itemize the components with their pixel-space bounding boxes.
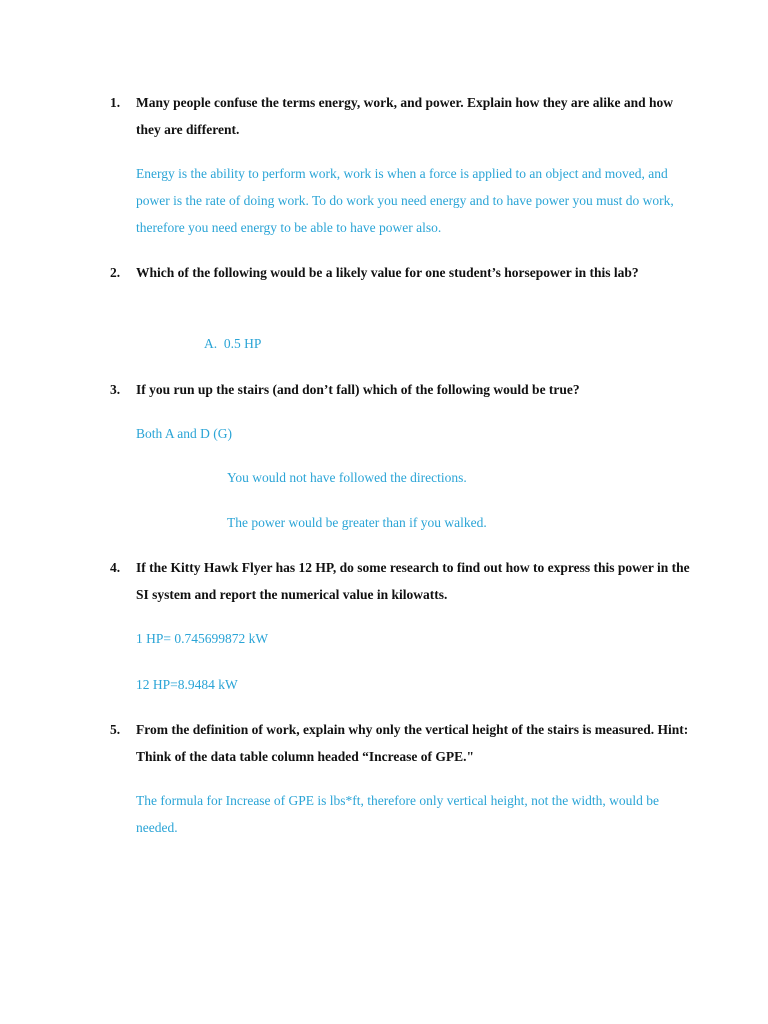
question-number: 1. (110, 95, 121, 110)
answer-2: A. 0.5 HP (204, 336, 262, 351)
answer-5: The formula for Increase of GPE is lbs*ft, therefore only vertical height, not the width, would be needed. (136, 793, 659, 835)
question-number: 5. (110, 722, 121, 737)
answer-4-line-1: 1 HP= 0.745699872 kW (136, 631, 269, 646)
question-number: 3. (110, 382, 121, 397)
question-number: 2. (110, 265, 121, 280)
question-2 (110, 259, 690, 286)
question-number: 4. (110, 560, 121, 575)
answer-3-option-2: The power would be greater than if you walked. (227, 515, 487, 530)
question-text: Which of the following would be a likely value for one student’s horsepower in this lab? (136, 265, 639, 280)
question-text: Many people confuse the terms energy, work, and power. Explain how they are alike and how they are different. (136, 95, 674, 137)
answer-1: Energy is the ability to perform work, work is when a force is applied to an object and moved, and power is the rate of doing work. To do work you need energy and to have power you must do work, therefore you need energy to be able to have power also. (136, 166, 674, 235)
question-5 (110, 716, 690, 770)
question-text: From the definition of work, explain why only the vertical height of the stairs is measured. Hint: Think of the data table column headed “Increase of GPE." (136, 722, 689, 764)
answer-3-option-1: You would not have followed the directions. (227, 470, 467, 485)
question-3 (110, 376, 690, 403)
answer-4-line-2: 12 HP=8.9484 kW (136, 677, 238, 692)
question-text: If the Kitty Hawk Flyer has 12 HP, do some research to find out how to express this power in the SI system and report the numerical value in kilowatts. (136, 560, 690, 602)
question-4 (110, 554, 690, 608)
question-1 (110, 89, 690, 143)
answer-3: Both A and D (G) (136, 426, 232, 441)
question-text: If you run up the stairs (and don’t fall) which of the following would be true? (136, 382, 580, 397)
